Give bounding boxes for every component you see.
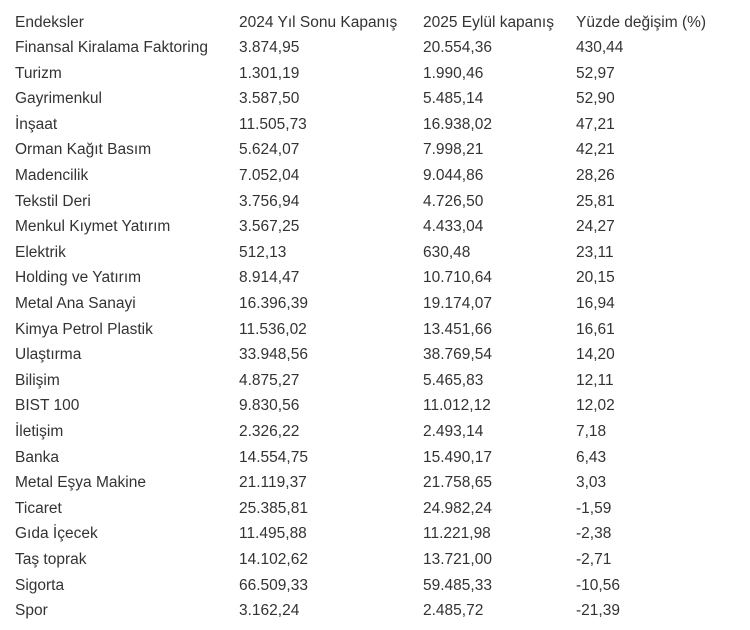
percent-change-cell: -1,59: [576, 499, 612, 517]
close-2025-september-cell: 11.012,12: [423, 397, 491, 415]
index-name-cell: Metal Ana Sanayi: [15, 294, 136, 312]
percent-change-cell: 3,03: [576, 474, 607, 492]
table-row: [15, 496, 740, 522]
close-2025-september-cell: 2.485,72: [423, 602, 484, 620]
percent-change-cell: 42,21: [576, 141, 615, 159]
percent-change-cell: 23,11: [576, 243, 614, 261]
percent-change-cell: 14,20: [576, 346, 615, 364]
close-2025-september-cell: 38.769,54: [423, 346, 492, 364]
index-name-cell: Taş toprak: [15, 550, 87, 568]
index-name-cell: Gayrimenkul: [15, 90, 102, 108]
index-name-cell: Ulaştırma: [15, 346, 82, 364]
percent-change-cell: 430,44: [576, 39, 624, 57]
index-name-cell: İletişim: [15, 422, 64, 440]
close-2025-september-cell: 21.758,65: [423, 474, 492, 492]
percent-change-cell: 52,97: [576, 64, 615, 82]
table-row: [15, 61, 740, 87]
index-name-cell: Madencilik: [15, 167, 89, 185]
close-2024-cell: 11.505,73: [239, 115, 307, 133]
close-2024-cell: 1.301,19: [239, 64, 300, 82]
close-2024-cell: 21.119,37: [239, 474, 307, 492]
percent-change-cell: 16,94: [576, 294, 615, 312]
close-2024-cell: 3.162,24: [239, 602, 300, 620]
index-name-cell: Metal Eşya Makine: [15, 474, 146, 492]
percent-change-cell: 24,27: [576, 218, 615, 236]
table-row: [15, 445, 740, 471]
table-row: [15, 419, 740, 445]
close-2025-september-cell: 19.174,07: [423, 294, 492, 312]
percent-change-cell: 28,26: [576, 167, 615, 185]
close-2024-cell: 14.554,75: [239, 448, 308, 466]
percent-change-cell: 25,81: [576, 192, 615, 210]
table-row: [15, 598, 740, 624]
table-row: [15, 189, 740, 215]
close-2025-september-cell: 13.721,00: [423, 550, 492, 568]
index-name-cell: Holding ve Yatırım: [15, 269, 142, 287]
table-row: [15, 547, 740, 573]
index-name-cell: Bilişim: [15, 371, 60, 389]
index-name-cell: BIST 100: [15, 397, 80, 415]
close-2024-cell: 5.624,07: [239, 141, 300, 159]
close-2025-september-cell: 59.485,33: [423, 576, 492, 594]
close-2025-september-cell: 5.485,14: [423, 90, 484, 108]
index-name-cell: Sigorta: [15, 576, 65, 594]
table-row: [15, 393, 740, 419]
table-row: [15, 240, 740, 266]
index-name-cell: Banka: [15, 448, 59, 466]
table-row: [15, 572, 740, 598]
close-2025-september-cell: 4.433,04: [423, 218, 484, 236]
percent-change-cell: 47,21: [576, 115, 615, 133]
table-row: [15, 86, 740, 112]
close-2025-september-cell: 7.998,21: [423, 141, 484, 159]
close-2025-september-cell: 630,48: [423, 243, 471, 261]
table-row: [15, 137, 740, 163]
close-2025-september-cell: 16.938,02: [423, 115, 492, 133]
index-name-cell: Ticaret: [15, 499, 62, 517]
table-row: [15, 35, 740, 61]
close-2024-cell: 4.875,27: [239, 371, 300, 389]
close-2024-cell: 9.830,56: [239, 397, 300, 415]
percent-change-cell: -2,38: [576, 525, 612, 543]
close-2024-cell: 11.495,88: [239, 525, 307, 543]
close-2025-september-cell: 15.490,17: [423, 448, 492, 466]
close-2025-september-cell: 24.982,24: [423, 499, 492, 517]
close-2024-cell: 8.914,47: [239, 269, 300, 287]
table-row: [15, 470, 740, 496]
index-name-cell: Spor: [15, 602, 48, 620]
index-name-cell: Turizm: [15, 64, 62, 82]
close-2024-cell: 3.567,25: [239, 218, 300, 236]
close-2025-september-cell: 20.554,36: [423, 39, 492, 57]
percent-change-cell: 6,43: [576, 448, 607, 466]
index-name-cell: Tekstil Deri: [15, 192, 91, 210]
close-2024-cell: 3.756,94: [239, 192, 300, 210]
close-2024-cell: 25.385,81: [239, 499, 308, 517]
table-row: [15, 368, 740, 394]
close-2024-cell: 66.509,33: [239, 576, 308, 594]
percent-change-cell: 52,90: [576, 90, 615, 108]
index-name-cell: Gıda İçecek: [15, 525, 98, 543]
percent-change-cell: 12,02: [576, 397, 615, 415]
close-2024-cell: 2.326,22: [239, 422, 300, 440]
header-percent-change: Yüzde değişim (%): [576, 13, 707, 31]
table-header-row: [15, 10, 740, 35]
close-2024-cell: 7.052,04: [239, 167, 300, 185]
close-2024-cell: 14.102,62: [239, 550, 308, 568]
table-row: [15, 163, 740, 189]
close-2025-september-cell: 4.726,50: [423, 192, 484, 210]
percent-change-cell: -2,71: [576, 550, 612, 568]
table-row: [15, 291, 740, 317]
close-2024-cell: 512,13: [239, 243, 287, 261]
close-2025-september-cell: 2.493,14: [423, 422, 484, 440]
close-2025-september-cell: 10.710,64: [423, 269, 492, 287]
percent-change-cell: 20,15: [576, 269, 615, 287]
close-2025-september-cell: 11.221,98: [423, 525, 491, 543]
close-2025-september-cell: 5.465,83: [423, 371, 484, 389]
percent-change-cell: 12,11: [576, 371, 614, 389]
table-row: [15, 265, 740, 291]
index-name-cell: Menkul Kıymet Yatırım: [15, 218, 171, 236]
index-change-table: [15, 10, 740, 624]
close-2024-cell: 3.587,50: [239, 90, 300, 108]
table-row: [15, 112, 740, 138]
percent-change-cell: -10,56: [576, 576, 620, 594]
percent-change-cell: -21,39: [576, 602, 620, 620]
table-row: [15, 342, 740, 368]
close-2024-cell: 11.536,02: [239, 320, 307, 338]
index-name-cell: İnşaat: [15, 115, 58, 133]
close-2025-september-cell: 13.451,66: [423, 320, 492, 338]
header-index-name: Endeksler: [15, 13, 84, 31]
percent-change-cell: 16,61: [576, 320, 615, 338]
table-body: [15, 35, 740, 624]
table-row: [15, 214, 740, 240]
index-name-cell: Orman Kağıt Basım: [15, 141, 152, 159]
percent-change-cell: 7,18: [576, 422, 607, 440]
header-2024-close: 2024 Yıl Sonu Kapanış: [239, 13, 398, 31]
close-2024-cell: 33.948,56: [239, 346, 308, 364]
index-name-cell: Elektrik: [15, 243, 66, 261]
index-name-cell: Finansal Kiralama Faktoring: [15, 39, 208, 57]
close-2025-september-cell: 9.044,86: [423, 167, 484, 185]
table-row: [15, 521, 740, 547]
header-2025-september-close: 2025 Eylül kapanış: [423, 13, 554, 31]
index-name-cell: Kimya Petrol Plastik: [15, 320, 153, 338]
close-2024-cell: 16.396,39: [239, 294, 308, 312]
table-row: [15, 317, 740, 343]
close-2024-cell: 3.874,95: [239, 39, 300, 57]
close-2025-september-cell: 1.990,46: [423, 64, 484, 82]
